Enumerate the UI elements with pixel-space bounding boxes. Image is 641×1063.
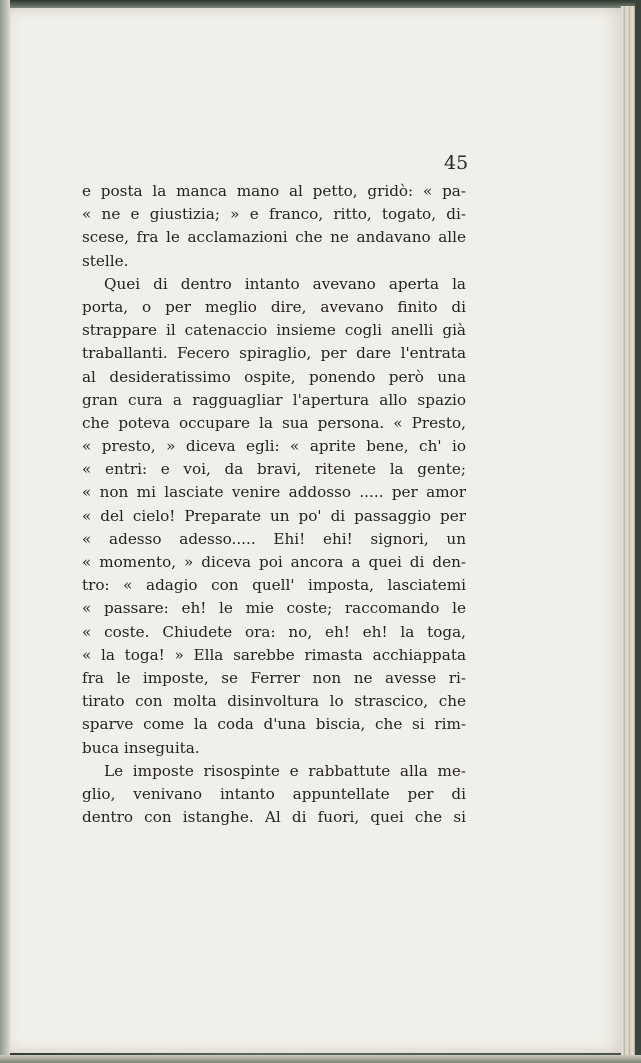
text-line: « la toga! » Ella sarebbe rimasta acchiappata: [82, 645, 466, 664]
text-line: buca inseguita.: [82, 738, 200, 757]
text-line: stelle.: [82, 251, 129, 270]
text-line: porta, o per meglio dire, avevano finito di: [82, 297, 466, 316]
text-line: « del cielo! Preparate un po' di passaggio per: [82, 506, 466, 525]
text-line: strappare il catenaccio insieme cogli anelli già: [82, 321, 466, 340]
text-line: e posta la manca mano al petto, gridò: « pa-: [82, 182, 466, 200]
text-line: Le imposte risospinte e rabbattute alla me-: [104, 761, 466, 780]
text-line: traballanti. Fecero spiraglio, per dare l'entrata: [82, 344, 466, 363]
text-line: tirato con molta disinvoltura lo strascico, che: [82, 692, 466, 711]
book-page: [6, 8, 624, 1053]
text-line: che poteva occupare la sua persona. « Presto,: [82, 413, 466, 432]
text-line: « momento, » diceva poi ancora a quei di den-: [82, 553, 466, 571]
text-line: al desideratissimo ospite, ponendo però una: [82, 367, 466, 386]
text-line: « coste. Chiudete ora: no, eh! eh! la toga,: [82, 622, 466, 641]
text-line: « entri: e voi, da bravi, ritenete la gente;: [82, 460, 466, 479]
text-line: scese, fra le acclamazioni che ne andavano alle: [82, 228, 466, 247]
text-line: dentro con istanghe. Al di fuori, quei che si: [82, 808, 466, 827]
text-line: glio, venivano intanto appuntellate per di: [82, 784, 466, 803]
page-number: 45: [444, 152, 469, 174]
text-line: « adesso adesso..... Ehi! ehi! signori, un: [82, 529, 466, 548]
text-line: gran cura a ragguagliar l'apertura allo spazio: [82, 390, 466, 409]
text-line: « non mi lasciate venire addosso ..... per amor: [82, 483, 466, 502]
text-line: « passare: eh! le mie coste; raccomando le: [82, 599, 466, 618]
book-cover-edge: [635, 0, 641, 1063]
book-left-edge: [0, 0, 10, 1063]
text-line: Quei di dentro intanto avevano aperta la: [104, 274, 466, 293]
book-bottom-edge: [0, 1055, 641, 1063]
body-text: [82, 180, 466, 829]
text-line: tro: « adagio con quell' imposta, lasciatemi: [82, 576, 466, 595]
text-line: sparve come la coda d'una biscia, che si rim-: [82, 715, 466, 734]
text-line: « ne e giustizia; » e franco, ritto, togato, di-: [82, 205, 466, 224]
text-line: fra le imposte, se Ferrer non ne avesse ri-: [82, 668, 466, 687]
text-line: « presto, » diceva egli: « aprite bene, ch' io: [82, 437, 466, 456]
